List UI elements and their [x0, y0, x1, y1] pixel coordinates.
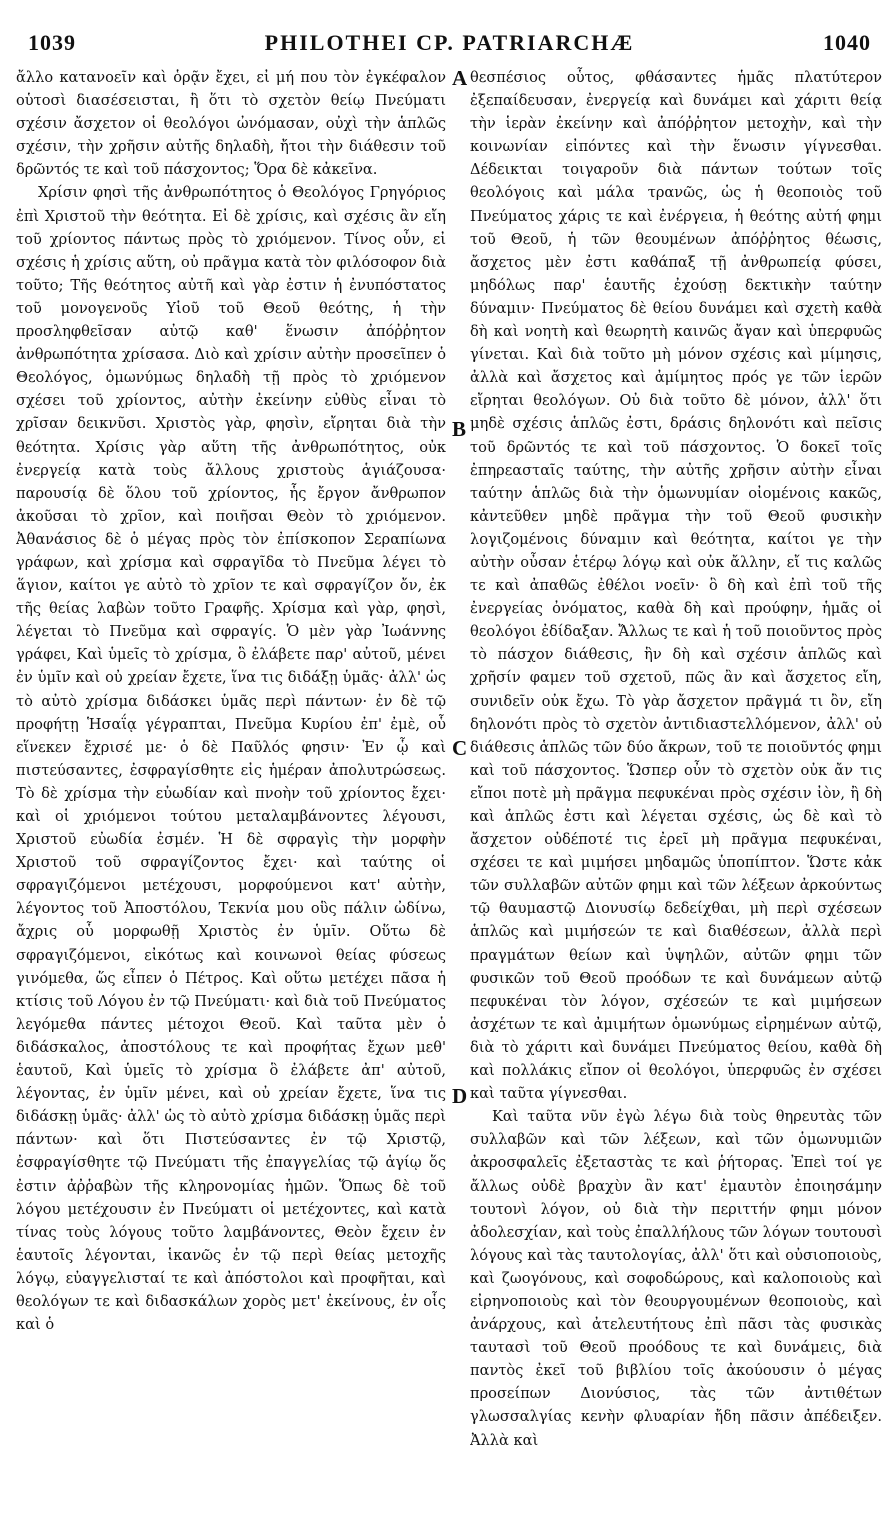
- right-paragraph: Καὶ ταῦτα νῦν ἐγὼ λέγω διὰ τοὺς θηρευτὰς τῶν συλλαβῶν καὶ τῶν λέξεων, καὶ τῶν ὁμωνυμιῶν ἀκροσφαλεῖς ἐξεταστὰς τε καὶ ῥήτορας. Ἐπεὶ τοί γε ἄλλως οὐδὲ βραχὺν ἂν κατ' ἐμαυτὸν ἐποιησάμην τουτονὶ λόγον, οὐ διὰ τὴν περιττήν φημι μόνον ἀδολεσχίαν, καὶ τοὺς ἐπαλλήλους τῶν λόγων τουτουσὶ λόγους καὶ τὰς ταυτολογίας, ἀλλ' ὅτι καὶ οὐσιοποιοὺς, καὶ ζωογόνους, καὶ σοφοδώρους, καὶ καλοποιοὺς καὶ εἰρηνοποιοὺς καὶ τὸν θεουργουμένων θεοποιοὺς, καὶ ἀνάρχους, καὶ ἀτελευτήτους ἐπὶ πᾶσι τὰς φυσικὰς ταυτασὶ τοῦ Θεοῦ προόδους τε καὶ δυνάμεις, διὰ παντὸς ἐκεῖ τοῦ βιβλίου τοῖς ἀκούουσιν ὁ μέγας προσείπων Διονύσιος, τὰς τῶν ἀντιθέτων γλωσσαλγίας κενὴν φλυαρίαν ἤδη πᾶσιν ἀπέδειξεν. Ἀλλὰ καὶ: [470, 1108, 882, 1449]
- page-number-left: 1039: [28, 30, 76, 55]
- left-paragraph: Χρίσιν φησὶ τῆς ἀνθρωπότητος ὁ Θεολόγος Γρηγόριος ἐπὶ Χριστοῦ τὴν θεότητα. Εἰ δὲ χρίσις, καὶ σχέσις ἂν εἴη τοῦ χρίοντος πάντως πρὸς τὸ χριόμενον. Τίνος οὖν, εἰ σχέσις ἡ χρίσις αὕτη, οὐ πρᾶγμα κατὰ τὸν φιλόσοφον διὰ τοῦτο; Τῆς θεότητος αὐτῆ καὶ γὰρ ἐστιν ἡ ἐνυπόστατος τοῦ μονογενοῦς Υἱοῦ τοῦ Θεοῦ θεότης, ἡ τὴν προσληφθεῖσαν αὐτῷ καθ' ἕνωσιν ἀπόῤῥητον ἀνθρωπότητα χρίσασα. Διὸ καὶ χρίσιν αὐτὴν προσεῖπεν ὁ Θεολόγος, ὁμωνύμως δηλαδὴ τῇ πρὸς τὸ χριόμενον σχέσει τοῦ χρίοντος, αὐτὴν ἐκείνην εὐθὺς εἶναι τὸ χρῖσαν δεικνῦσι. Χριστὸς γὰρ, φησὶν, εἴρηται διὰ τὴν θεότητα. Χρίσις γὰρ αὕτη τῆς ἀνθρωπότητος, οὐκ ἐνεργείᾳ κατὰ τοὺς ἄλλους χριστοὺς ἁγιάζουσα· παρουσίᾳ δὲ ὅλου τοῦ χρίοντος, ἧς ἔργον ἄνθρωπον ἀκοῦσαι τὸ χρῖον, καὶ ποιῆσαι Θεὸν τὸ χριόμενον. Ἀθανάσιος δὲ ὁ μέγας πρὸς τὸν ἐπίσκοπον Σεραπίωνα γράφων, καὶ χρίσμα καὶ σφραγῖδα τὸ Πνεῦμα λέγει τὸ ἅγιον, καίτοι γε αὐτὸ τὸ χρῖον τε καὶ σφραγίζον ὄν, ἐκ τῆς θείας λαβὼν τοῦτο Γραφῆς. Χρίσμα καὶ γὰρ, φησὶ, λέγεται τὸ Πνεῦμα καὶ σφραγίς. Ὁ μὲν γὰρ Ἰωάννης γράφει, Καὶ ὑμεῖς τὸ χρίσμα, ὃ ἐλάβετε παρ' αὐτοῦ, μένει ἐν ὑμῖν καὶ οὐ χρείαν ἔχετε, ἵνα τις διδάξῃ ὑμᾶς· ἀλλ' ὡς τὸ αὐτὸ χρίσμα διδάσκει ὑμᾶς περὶ πάντων· ἐν δὲ τῷ προφήτῃ Ἡσαΐᾳ γέγραπται, Πνεῦμα Κυρίου ἐπ' ἐμὲ, οὗ εἵνεκεν ἔχρισέ με· ὁ δὲ Παῦλός φησιν· Ἐν ᾧ καὶ πιστεύσαντες, ἐσφραγίσθητε εἰς ἡμέραν ἀπολυτρώσεως. Τὸ δὲ χρίσμα τὴν εὐωδίαν καὶ πνοὴν τοῦ χρίοντος ἔχει· καὶ οἱ χριόμενοι τούτου μεταλαμβάνοντες λέγουσι, Χριστοῦ εὐωδία ἐσμέν. Ἡ δὲ σφραγὶς τὴν μορφὴν Χριστοῦ τοῦ σφραγίζοντος ἔχει· καὶ ταύτης οἱ σφραγιζόμενοι μετέχουσι, μορφούμενοι κατ' αὐτὴν, λέγοντος τοῦ Ἀποστόλου, Τεκνία μου οὓς πάλιν ὠδίνω, ἄχρις οὗ μορφωθῇ Χριστὸς ἐν ὑμῖν. Οὕτω δὲ σφραγιζόμενοι, εἰκότως καὶ κοινωνοὶ θείας φύσεως γινόμεθα, ὥς εἶπεν ὁ Πέτρος. Καὶ οὕτω μετέχει πᾶσα ἡ κτίσις τοῦ Λόγου ἐν τῷ Πνεύματι· καὶ διὰ τοῦ Πνεύματος λεγόμεθα πάντες μέτοχοι Θεοῦ. Καὶ ταῦτα μὲν ὁ διδάσκαλος, ἀποστόλους τε καὶ προφήτας ἔχων μεθ' ἑαυτοῦ, Καὶ ὑμεῖς τὸ χρίσμα ὃ ἐλάβετε ἀπ' αὐτοῦ, λέγοντας, ἐν ὑμῖν μένει, καὶ οὐ χρείαν ἔχετε, ἵνα τις διδάσκῃ ὑμᾶς· ἀλλ' ὡς τὸ αὐτὸ χρίσμα διδάσκῃ ὑμᾶς περὶ πάντων· καὶ ὅτι Πιστεύσαντες ἐν τῷ Χριστῷ, ἐσφραγίσθητε τῷ Πνεύματι τῆς ἐπαγγελίας τῷ ἁγίῳ ὅς ἐστιν ἀῤῥαβὼν τῆς κληρονομίας ἡμῶν. Ὅπως δὲ τοῦ λόγου μετέχουσιν ἐν Πνεύματι οἱ μετέχοντες, καὶ κατὰ τίνας τοὺς λόγους τοῦτο λαμβάνοντες, Θεὸν ἔχειν ἐν ἑαυτοῖς λέγονται, ἱκανῶς ἐν τῷ περὶ θείας μετοχῆς λόγῳ, εὐαγγελισταί τε καὶ ἀπόστολοι καὶ προφῆται, καὶ θεολόγων τε καὶ διδασκάλων χορὸς μετ' ἐκείνους, ἐν οἷς καὶ ὁ: [16, 184, 446, 1334]
- running-head: [28, 30, 871, 60]
- left-column: [16, 66, 446, 1526]
- margin-letter-b: B: [452, 417, 467, 441]
- margin-letter-d: D: [452, 1084, 468, 1108]
- right-paragraph-continuation: θεσπέσιος οὗτος, φθάσαντες ἡμᾶς πλατύτερον ἐξεπαίδευσαν, ἐνεργείᾳ καὶ δυνάμει καὶ χάριτι θείᾳ τὴν ἱερὰν ἐκείνην καὶ ἀπόῤῥητον μετοχὴν, καὶ τὴν κοινωνίαν εἰπόντες καὶ τὴν ἕνωσιν γίγνεσθαι. Δέδεικται τοιγαροῦν διὰ πάντων τούτων τοῖς θεολόγοις καὶ μάλα τρανῶς, ὡς ἡ θεοποιὸς τοῦ Πνεύματος χάρις τε καὶ ἐνέργεια, ἡ θεότης αὐτή φημι τοῦ Θεοῦ, ἡ τῶν θεουμένων ἀπόῤῥητος θέωσις, ἄσχετος μὲν ἐστι καθάπαξ τῇ ἀνθρωπείᾳ φύσει, μηδόλως παρ' ἑαυτῆς ἐχούσῃ δεκτικὴν ταύτην δύναμιν· Πνεύματος δὲ θείου δυνάμει καὶ σχετὴ καθὰ δὴ καὶ νοητὴ καὶ θεωρητὴ καινῶς ἄγαν καὶ ὑπερφυῶς γίνεται. Καὶ διὰ τοῦτο μὴ μόνον σχέσις καὶ μίμησις, ἀλλὰ καὶ ἄσχετος καὶ ἀμίμητος πρός γε τῶν ἱερῶν εἴρηται θεολόγων. Οὐ διὰ τοῦτο δὲ μόνον, ἀλλ' ὅτι μηδὲ σχέσις ἁπλῶς ἐστι, δράσις δηλονότι καὶ πεῖσις τοῦ δρῶντός τε καὶ τοῦ πάσχοντος. Ὁ δοκεῖ τοῖς ἐπηρεασταῖς ταύτης, τὴν αὐτῆς χρῆσιν αὐτὴν εἶναι ταύτην ἁπλῶς διὰ τὴν ὁμωνυμίαν οἰομένοις κακῶς, κἀντεῦθεν μηδὲ πρᾶγμα τὴν τοῦ Θεοῦ φυσικὴν λογιζομένοις δύναμιν καὶ θεότητα, καίτοι γε τὴν αὐτὴν οὖσαν ἑτέρῳ λόγῳ καὶ οὐκ ἄλλην, εἴ τις καλῶς τε καὶ ἀπαθῶς ἐθέλοι νοεῖν· ὃ δὴ καὶ ἐπὶ τοῦ τῆς ἐνεργείας ὀνόματος, καθὰ δὴ καὶ προύφην, ἡμᾶς οἱ θεολόγοι ἐδίδαξαν. Ἄλλως τε καὶ ἡ τοῦ ποιοῦντος πρὸς τὸ πάσχον διάθεσις, ἣν δὴ καὶ σχέσιν ἁπλῶς καὶ χρῆσίν φαμεν τοῦ σχετοῦ, πῶς ἂν καὶ ἄσχετος εἴη, συνιδεῖν οὐκ ἔχω. Τὸ γὰρ ἄσχετον πρᾶγμά τι ὂν, εἴη δηλονότι πρὸς τὸ σχετὸν ἀντιδιαστελλόμενον, ἀλλ' οὐ διάθεσις ἁπλῶς τῶν δύο ἄκρων, τοῦ τε ποιοῦντός φημι καὶ τοῦ πάσχοντος. Ὥσπερ οὖν τὸ σχετὸν οὐκ ἄν τις εἴποι ποτὲ μὴ πρᾶγμα πεφυκέναι πρὸς σχέσιν ἰὸν, ἢ δὴ καὶ ἁπλῶς ἐστι καὶ λέγεται σχέσις, ὡς δὲ καὶ τὸ ἄσχετον οὐδέποτέ τις ἐρεῖ μὴ πρᾶγμα πεφυκέναι, σχέσει τε καὶ μιμήσει μηδαμῶς ὑποπίπτον. Ὥστε κἀκ τῶν συλλαβῶν αὐτῶν φημι καὶ τῶν λέξεων ἀρκούντως τῷ θαυμαστῷ Διονυσίῳ δεδείχθαι, μὴ περὶ σχέσεων ἁπλῶς καὶ μιμήσεών τε καὶ διαθέσεων, ἀλλὰ περὶ πραγμάτων θείων καὶ ὑψηλῶν, αὐτῶν φημι τῶν φυσικῶν τοῦ Θεοῦ προόδων τε καὶ δυνάμεων αὐτῷ πεφυκέναι τὸν λόγον, σχέσεών τε καὶ μιμήσεων ἀσχέτων τε καὶ ἀμιμήτων ὁμωνύμως εἰρημένων αὐτῷ, διὰ τὸ χάριτι καὶ δυνάμει Πνεύματος θείου, καθὰ δὴ καὶ πολλάκις εἴπον οἱ θεολόγοι, ὑπερφυῶς ἐν σχέσει καὶ ταῦτα γίγνεσθαι.: [470, 69, 882, 1103]
- margin-letter-a: A: [452, 66, 468, 90]
- page-number-right: 1040: [823, 30, 871, 55]
- left-paragraph-continuation: ἄλλο κατανοεῖν καὶ ὁρᾷν ἔχει, εἰ μή που τὸν ἐγκέφαλον οὑτοσὶ διασέσεισται, ἢ ὅτι τὸ σχετὸν θείῳ Πνεύματι σχέσιν ἄσχετον οἱ θεολόγοι ὠνόμασαν, οὐχὶ τὴν ἁπλῶς σχέσιν, τὴν χρῆσιν αὐτῆς δηλαδὴ, ἤτοι τὴν διάθεσιν τοῦ δρῶντός τε καὶ τοῦ πάσχοντος; Ὅρα δὲ κἀκεῖνα.: [16, 69, 446, 179]
- margin-letter-c: C: [452, 736, 468, 760]
- right-column: [470, 66, 882, 1526]
- running-title: PHILOTHEI CP. PATRIARCHÆ: [264, 30, 635, 55]
